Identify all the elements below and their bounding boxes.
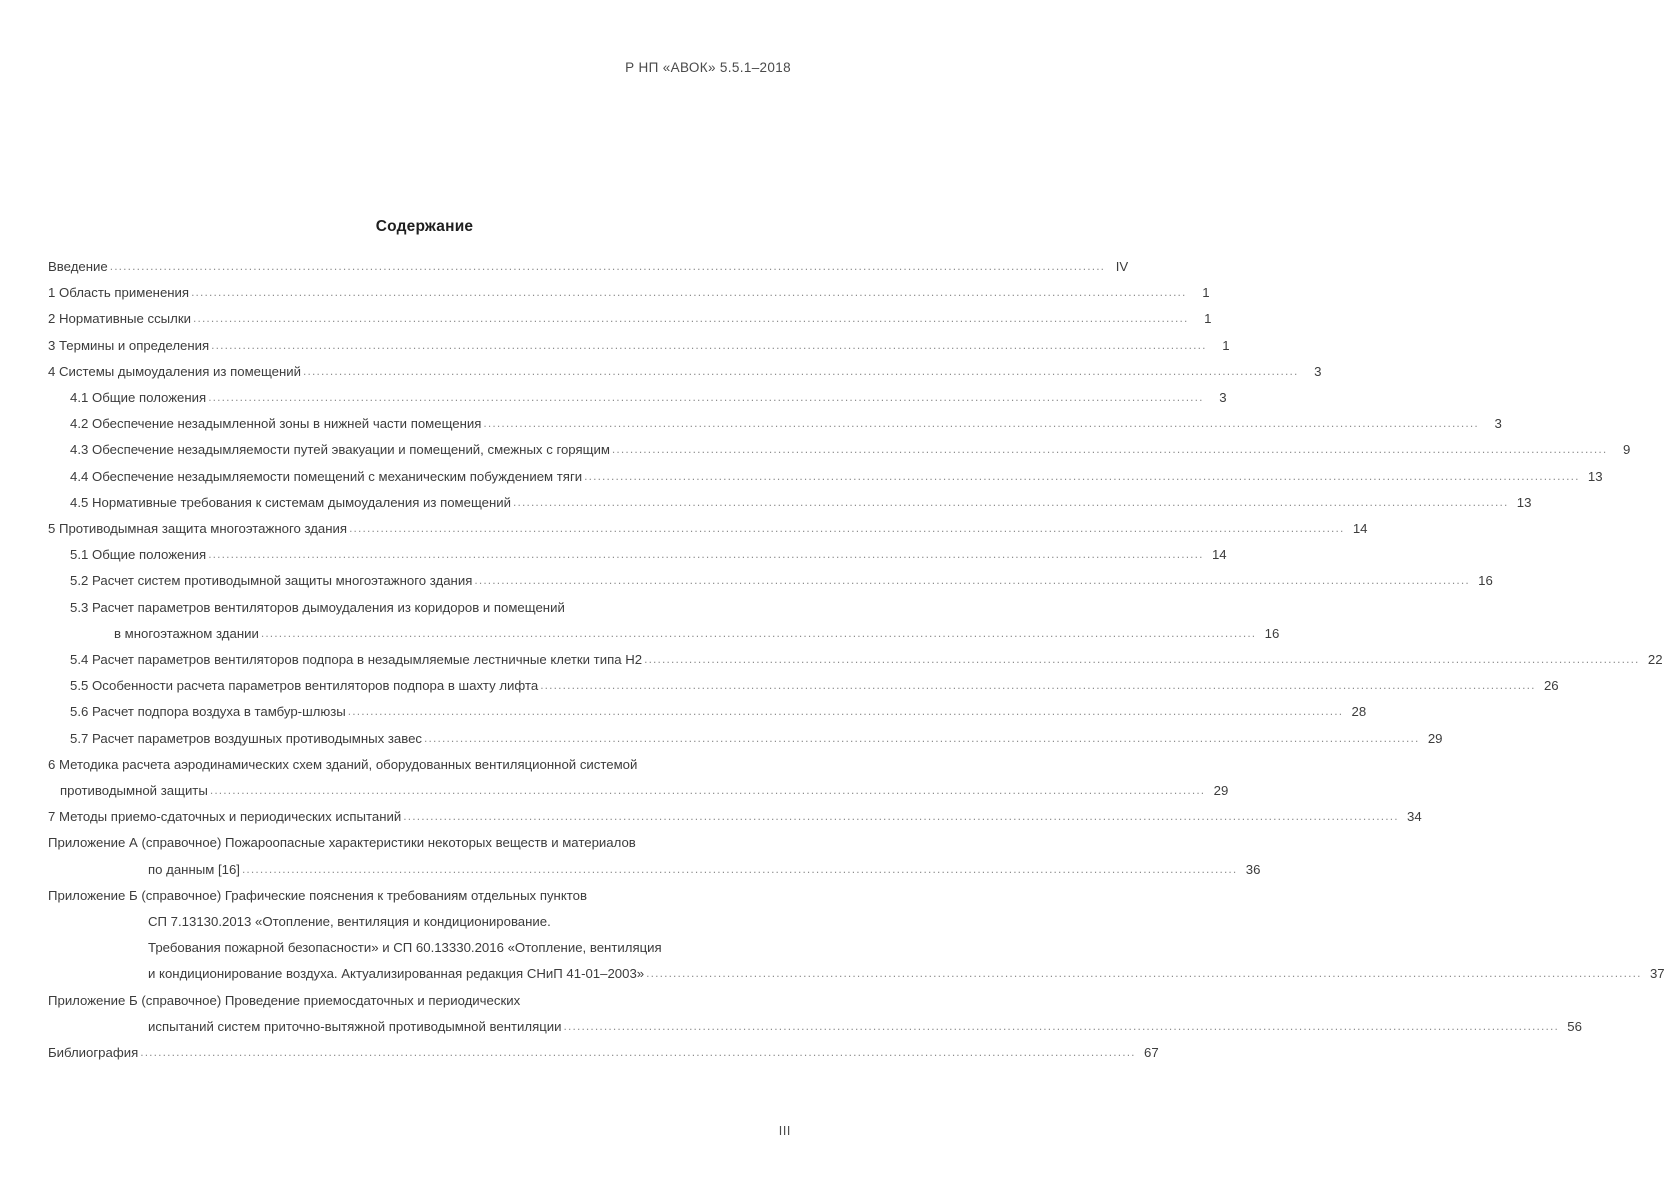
toc-entry[interactable] bbox=[48, 542, 1227, 568]
toc-entry[interactable] bbox=[48, 280, 1210, 306]
toc-dot-leader bbox=[193, 305, 1188, 331]
toc-dot-leader bbox=[242, 856, 1237, 882]
toc-entry-line bbox=[70, 490, 1532, 516]
toc-entry-line bbox=[48, 1040, 1159, 1066]
toc-entry-label: 5.5 Особенности расчета параметров вентиляторов подпора в шахту лифта bbox=[70, 678, 539, 694]
toc-entry-label: Введение bbox=[48, 259, 108, 274]
toc-page-number: 26 bbox=[1543, 678, 1559, 694]
toc-entry[interactable] bbox=[48, 673, 1559, 699]
toc-entry-label: 4.1 Общие положения bbox=[70, 390, 207, 406]
toc-entry-label: 7 Методы приемо-сдаточных и периодических испытаний bbox=[48, 809, 402, 825]
toc-dot-leader bbox=[191, 279, 1186, 305]
toc-entry-label: 4.2 Обеспечение незадымленной зоны в нижней части помещения bbox=[70, 416, 482, 432]
page-title: Содержание bbox=[375, 218, 474, 235]
toc-entry-line bbox=[70, 726, 1443, 752]
toc-entry-line bbox=[48, 830, 792, 856]
toc-page-number: 36 bbox=[1245, 861, 1261, 877]
toc-dot-leader bbox=[208, 384, 1203, 410]
toc-page-number: 3 bbox=[1494, 416, 1502, 432]
toc-entry-label: 4.4 Обеспечение незадымляемости помещений с механическим побуждением тяги bbox=[70, 468, 583, 484]
toc-entry-line bbox=[70, 673, 1559, 699]
toc-entry-line bbox=[48, 804, 1422, 830]
toc-dot-leader bbox=[540, 672, 1535, 698]
toc-dot-leader bbox=[584, 463, 1579, 489]
toc-entry-label: 5.2 Расчет систем противодымной защиты многоэтажного здания bbox=[70, 573, 473, 589]
toc-entry-label: Приложение Б (справочное) Графические пояснения к требованиям отдельных пунктов bbox=[48, 887, 587, 903]
toc-page-number: 3 bbox=[1219, 390, 1227, 406]
toc-entry[interactable] bbox=[48, 568, 1493, 594]
toc-page-number: 16 bbox=[1264, 625, 1280, 641]
toc-entry-label: 3 Термины и определения bbox=[48, 337, 210, 353]
toc-entry[interactable] bbox=[48, 359, 1322, 385]
toc-page-number: 1 bbox=[1204, 311, 1212, 327]
toc-page-number: 13 bbox=[1587, 468, 1603, 484]
toc-dot-leader bbox=[403, 803, 1398, 829]
toc-entry[interactable] bbox=[48, 254, 1129, 280]
toc-entry[interactable] bbox=[48, 1040, 1159, 1066]
toc-page-number: 29 bbox=[1427, 730, 1443, 746]
toc-entry-line bbox=[48, 254, 1129, 280]
toc-entry-label: 4.5 Нормативные требования к системам дымоудаления из помещений bbox=[70, 494, 512, 510]
toc-entry-continuation-label: испытаний систем приточно-вытяжной противодымной вентиляции bbox=[148, 1018, 562, 1034]
toc-entry-label: 5 Противодымная защита многоэтажного здания bbox=[48, 521, 348, 537]
toc-entry-label: 5.6 Расчет подпора воздуха в тамбур-шлюзы bbox=[70, 704, 346, 720]
toc-entry-label: Приложение Б (справочное) Проведение приемосдаточных и периодических bbox=[48, 992, 521, 1008]
table-of-contents bbox=[48, 254, 1665, 1066]
toc-entry-continuation-label: СП 7.13130.2013 «Отопление, вентиляция и кондиционирование. bbox=[148, 914, 551, 930]
toc-entry-line bbox=[70, 699, 1367, 725]
toc-dot-leader bbox=[474, 567, 1469, 593]
toc-entry-line bbox=[48, 280, 1210, 306]
toc-dot-leader bbox=[612, 436, 1607, 462]
toc-entry[interactable] bbox=[48, 883, 1665, 988]
toc-dot-leader bbox=[140, 1039, 1135, 1065]
toc-entry[interactable] bbox=[48, 830, 1261, 882]
toc-dot-leader bbox=[261, 620, 1256, 646]
toc-page-number: 28 bbox=[1351, 704, 1367, 720]
toc-page-number: 3 bbox=[1314, 363, 1322, 379]
toc-entry-continuation-line bbox=[48, 961, 1665, 987]
toc-entry-line bbox=[48, 359, 1322, 385]
toc-entry[interactable] bbox=[48, 333, 1230, 359]
toc-entry-line bbox=[70, 542, 1227, 568]
toc-entry-label: 5.1 Общие положения bbox=[70, 547, 207, 563]
toc-dot-leader bbox=[644, 646, 1639, 672]
toc-page-number: 14 bbox=[1211, 547, 1227, 563]
toc-dot-leader bbox=[348, 698, 1343, 724]
toc-dot-leader bbox=[424, 725, 1419, 751]
toc-entry-label: 4.3 Обеспечение незадымляемости путей эвакуации и помещений, смежных с горящим bbox=[70, 442, 610, 458]
toc-entry-label: 1 Область применения bbox=[48, 285, 190, 301]
toc-entry[interactable] bbox=[48, 516, 1368, 542]
toc-entry-line bbox=[70, 385, 1227, 411]
toc-entry-line bbox=[70, 437, 1631, 463]
toc-entry-line bbox=[48, 988, 792, 1014]
page-number-folio: III bbox=[778, 1124, 791, 1138]
toc-entry[interactable] bbox=[48, 385, 1227, 411]
toc-page-number: 9 bbox=[1623, 442, 1631, 458]
toc-entry[interactable] bbox=[48, 595, 1280, 647]
toc-entry-continuation-label: по данным [16] bbox=[148, 861, 240, 877]
toc-dot-leader bbox=[110, 253, 1105, 279]
toc-entry-line bbox=[70, 647, 1663, 673]
toc-entry-continuation-line bbox=[48, 935, 892, 961]
toc-page-number: 16 bbox=[1478, 573, 1493, 589]
toc-entry-line bbox=[48, 883, 792, 909]
toc-entry-label: 5.7 Расчет параметров воздушных противодымных завес bbox=[70, 730, 423, 746]
toc-dot-leader bbox=[564, 1013, 1559, 1039]
toc-entry-line bbox=[48, 333, 1230, 359]
toc-page-number: 34 bbox=[1407, 809, 1422, 825]
toc-entry[interactable] bbox=[48, 647, 1663, 673]
toc-entry-continuation-label: в многоэтажном здании bbox=[114, 625, 259, 641]
toc-entry-continuation-line bbox=[48, 909, 892, 935]
toc-page-number: 1 bbox=[1222, 337, 1230, 353]
toc-entry[interactable] bbox=[48, 306, 1212, 332]
toc-entry-line bbox=[70, 568, 1493, 594]
toc-dot-leader bbox=[349, 515, 1344, 541]
toc-entry[interactable] bbox=[48, 726, 1443, 752]
toc-entry[interactable] bbox=[48, 464, 1603, 490]
toc-entry-label: 4 Системы дымоудаления из помещений bbox=[48, 363, 302, 379]
toc-page-number: 22 bbox=[1647, 652, 1663, 668]
toc-dot-leader bbox=[646, 960, 1641, 986]
toc-entry[interactable] bbox=[48, 437, 1631, 463]
toc-page-number: 14 bbox=[1352, 521, 1368, 537]
toc-dot-leader bbox=[483, 410, 1478, 436]
toc-dot-leader bbox=[513, 489, 1508, 515]
toc-page-number: 13 bbox=[1516, 494, 1532, 510]
toc-entry-line bbox=[48, 752, 792, 778]
toc-dot-leader bbox=[208, 541, 1203, 567]
toc-entry-label: 2 Нормативные ссылки bbox=[48, 311, 191, 327]
toc-entry-line bbox=[48, 306, 1212, 332]
toc-dot-leader bbox=[210, 777, 1205, 803]
toc-entry-label: 5.3 Расчет параметров вентиляторов дымоудаления из коридоров и помещений bbox=[70, 599, 565, 615]
toc-entry-continuation-line bbox=[48, 778, 1229, 804]
toc-entry-label: 5.4 Расчет параметров вентиляторов подпора в незадымляемые лестничные клетки типа Н2 bbox=[70, 652, 643, 668]
toc-entry-line bbox=[70, 411, 1502, 437]
toc-page-number: 1 bbox=[1202, 285, 1210, 301]
toc-entry[interactable] bbox=[48, 988, 1582, 1040]
toc-entry-continuation-label: противодымной защиты bbox=[60, 783, 208, 799]
toc-entry[interactable] bbox=[48, 752, 1229, 804]
toc-dot-leader bbox=[211, 332, 1206, 358]
toc-page-number: 67 bbox=[1144, 1045, 1159, 1061]
toc-entry-continuation-label: Требования пожарной безопасности» и СП 60.13330.2016 «Отопление, вентиляция bbox=[148, 940, 662, 956]
toc-page-number: IV bbox=[1115, 259, 1129, 274]
toc-entry[interactable] bbox=[48, 411, 1502, 437]
toc-entry-continuation-line bbox=[48, 1014, 1582, 1040]
toc-entry[interactable] bbox=[48, 699, 1367, 725]
toc-entry-continuation-line bbox=[48, 857, 1261, 883]
toc-entry[interactable] bbox=[48, 804, 1422, 830]
toc-page-number: 37 bbox=[1649, 966, 1665, 982]
toc-entry-label: Библиография bbox=[48, 1045, 139, 1061]
toc-entry-continuation-label: и кондиционирование воздуха. Актуализированная редакция СНиП 41-01–2003» bbox=[148, 966, 645, 982]
running-header: Р НП «АВОК» 5.5.1–2018 bbox=[625, 60, 791, 75]
toc-page-number: 29 bbox=[1213, 783, 1229, 799]
toc-entry-line bbox=[70, 464, 1603, 490]
toc-entry-label: Приложение А (справочное) Пожароопасные характеристики некоторых веществ и материалов bbox=[48, 835, 636, 851]
toc-entry-label: 6 Методика расчета аэродинамических схем зданий, оборудованных вентиляционной системой bbox=[48, 756, 638, 772]
toc-entry-continuation-line bbox=[70, 621, 1280, 647]
toc-entry[interactable] bbox=[48, 490, 1532, 516]
toc-entry-line bbox=[48, 516, 1368, 542]
toc-dot-leader bbox=[303, 358, 1298, 384]
toc-page-number: 56 bbox=[1567, 1018, 1582, 1034]
toc-entry-line bbox=[70, 595, 792, 621]
